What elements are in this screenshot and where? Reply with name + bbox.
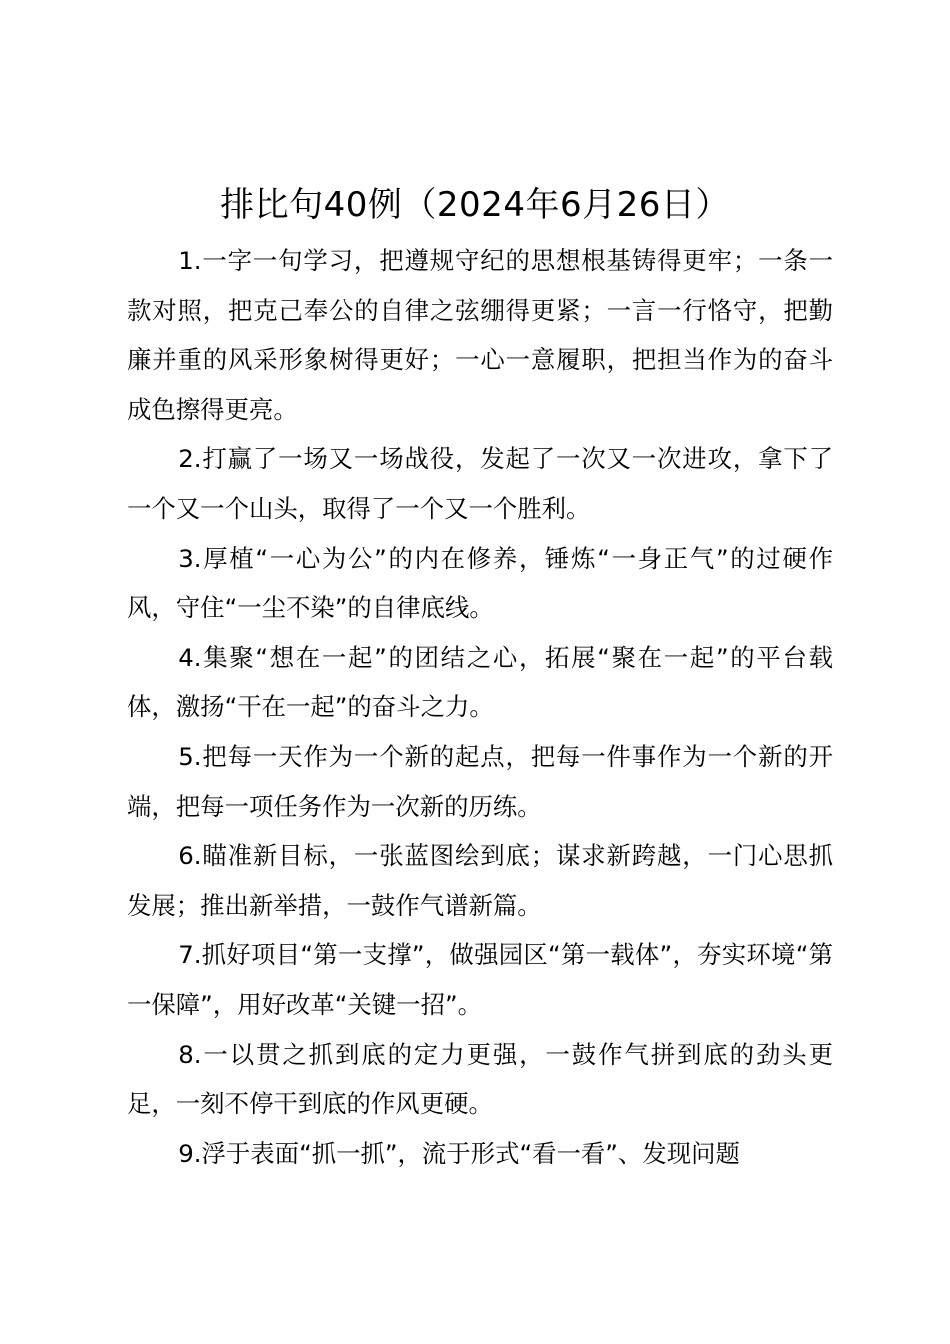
paragraph-4: 4.集聚“想在一起”的团结之心，拓展“聚在一起”的平台载体，激扬“干在一起”的奋斗之力。 (127, 642, 833, 722)
document-title: 排比句40例（2024年6月26日） (220, 185, 730, 225)
document-body (127, 236, 833, 1178)
paragraph-5: 5.把每一天作为一个新的起点，把每一件事作为一个新的开端，把每一项任务作为一次新的历练。 (127, 741, 833, 821)
paragraph-7: 7.抓好项目“第一支撑”，做强园区“第一载体”，夯实环境“第一保障”，用好改革“关键一招”。 (127, 940, 833, 1019)
paragraph-3: 3.厚植“一心为公”的内在修养，锤炼“一身正气”的过硬作风，守住“一尘不染”的自律底线。 (127, 543, 833, 623)
paragraph-6: 6.瞄准新目标，一张蓝图绘到底；谋求新跨越，一门心思抓发展；推出新举措，一鼓作气谱新篇。 (127, 841, 833, 920)
paragraph-1: 1.一字一句学习，把遵规守纪的思想根基铸得更牢；一条一款对照，把克己奉公的自律之弦绷得更紧；一言一行恪守，把勤廉并重的风采形象树得更好；一心一意履职，把担当作为的奋斗成色擦得更亮。 (127, 246, 833, 424)
paragraph-8: 8.一以贯之抓到底的定力更强，一鼓作气拼到底的劲头更足，一刻不停干到底的作风更硬。 (127, 1039, 833, 1119)
paragraph-2: 2.打赢了一场又一场战役，发起了一次又一次进攻，拿下了一个又一个山头，取得了一个又一个胜利。 (127, 444, 833, 523)
paragraph-9: 9.浮于表面“抓一抓”，流于形式“看一看”、发现问题 (178, 1138, 740, 1168)
